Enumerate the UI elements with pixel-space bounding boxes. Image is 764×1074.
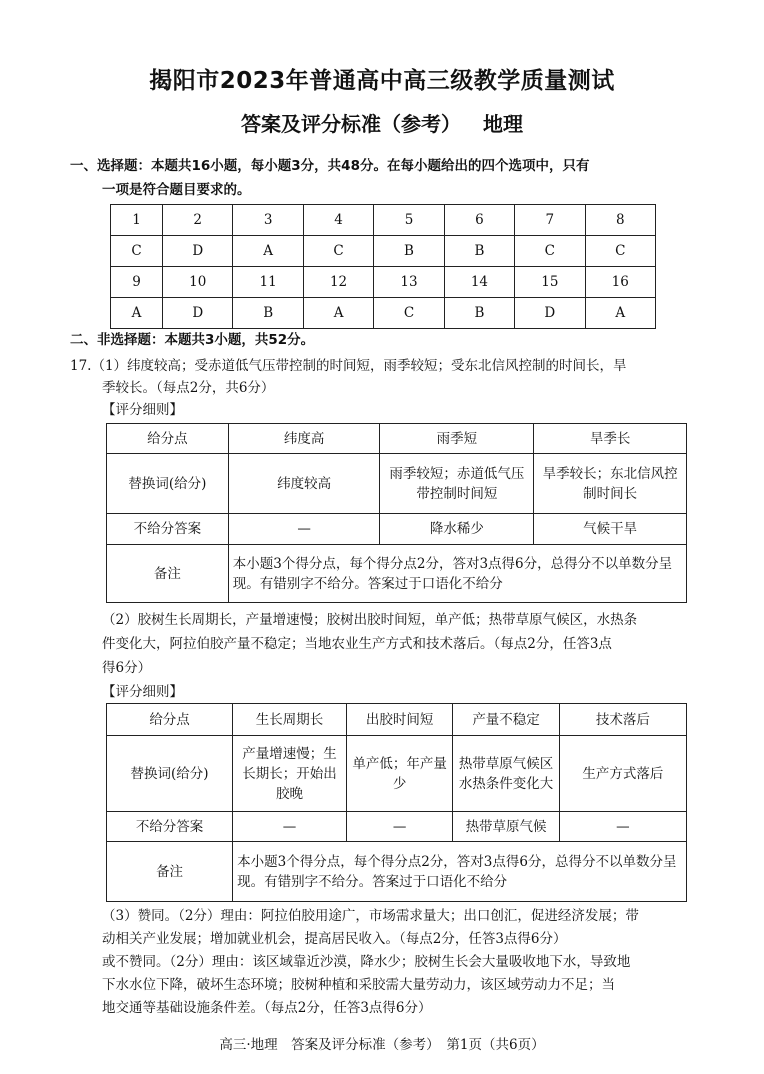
page-footer: 高三·地理 答案及评分标准（参考） 第1页（共6页） <box>219 1037 545 1053</box>
table-cell: 5 <box>374 205 444 236</box>
table-cell: 单产低；年产量少 <box>346 736 452 812</box>
table-row <box>111 236 656 267</box>
table-cell: B <box>444 298 514 329</box>
q17-part1-line1: 17.（1）纬度较高；受赤道低气压带控制的时间短，雨季较短；受东北信风控制的时间长，旱 <box>70 358 627 374</box>
section1-heading-line1: 一、选择题：本题共16小题，每小题3分，共48分。在每小题给出的四个选项中，只有 <box>70 158 590 174</box>
q17-part2-line1: （2）胶树生长周期长，产量增速慢；胶树出胶时间短，单产低；热带草原气候区，水热条 <box>102 612 638 628</box>
table-cell: A <box>233 236 303 267</box>
table-cell: C <box>111 236 163 267</box>
table-cell: B <box>444 236 514 267</box>
table-cell: 3 <box>233 205 303 236</box>
table-cell: 纬度较高 <box>228 454 380 514</box>
table-cell: C <box>585 236 655 267</box>
table-cell: 备注 <box>107 545 229 603</box>
answer-table <box>110 204 656 329</box>
q17-part3-line4: 下水水位下降，破坏生态环境；胶树种植和采胶需大量劳动力，该区域劳动力不足；当 <box>102 977 615 993</box>
q17-part3-line1: （3）赞同。（2分）理由：阿拉伯胶用途广，市场需求量大；出口创汇，促进经济发展；带 <box>102 908 639 924</box>
table-cell: — <box>228 514 380 545</box>
table-cell: 降水稀少 <box>380 514 534 545</box>
table-cell: C <box>515 236 585 267</box>
table-cell: D <box>163 298 233 329</box>
table-row <box>111 298 656 329</box>
table-cell: 12 <box>303 267 373 298</box>
table-cell: 产量不稳定 <box>453 704 559 736</box>
table-cell: 1 <box>111 205 163 236</box>
table-cell: — <box>559 812 686 842</box>
table-cell: 生产方式落后 <box>559 736 686 812</box>
table-cell: A <box>585 298 655 329</box>
rubric-table-1 <box>106 423 687 603</box>
table-cell: 9 <box>111 267 163 298</box>
q17-part3-line5: 地交通等基础设施条件差。（每点2分，任答3点得6分） <box>102 1000 432 1016</box>
table-row <box>107 842 687 902</box>
rubric-table-2 <box>106 703 687 902</box>
table-cell: 产量增速慢；生长期长；开始出胶晚 <box>233 736 347 812</box>
table-cell: C <box>303 236 373 267</box>
table-cell: 技术落后 <box>559 704 686 736</box>
table-cell: 不给分答案 <box>107 514 229 545</box>
table-cell: 16 <box>585 267 655 298</box>
table-cell: 11 <box>233 267 303 298</box>
table-cell: D <box>515 298 585 329</box>
table-cell: 出胶时间短 <box>346 704 452 736</box>
table-cell: — <box>346 812 452 842</box>
table-cell: 纬度高 <box>228 424 380 454</box>
table-cell: 雨季较短；赤道低气压带控制时间短 <box>380 454 534 514</box>
table-cell: A <box>111 298 163 329</box>
table-cell: 10 <box>163 267 233 298</box>
table-cell: C <box>374 298 444 329</box>
note-cell: 本小题3个得分点，每个得分点2分，答对3点得6分，总得分不以单数分呈现。有错别字不给分。答案过于口语化不给分 <box>233 842 687 902</box>
q17-part2-line2: 件变化大，阿拉伯胶产量不稳定；当地农业生产方式和技术落后。（每点2分，任答3点 <box>102 636 612 652</box>
table-cell: B <box>233 298 303 329</box>
table-cell: 生长周期长 <box>233 704 347 736</box>
q17-part3-line3: 或不赞同。（2分）理由：该区域靠近沙漠，降水少；胶树生长会大量吸收地下水，导致地 <box>102 954 631 970</box>
table-cell: 不给分答案 <box>107 812 233 842</box>
table-cell: 13 <box>374 267 444 298</box>
table-cell: 备注 <box>107 842 233 902</box>
table-cell: 旱季较长；东北信风控制时间长 <box>534 454 687 514</box>
q17-part1-line2: 季较长。（每点2分，共6分） <box>102 380 275 396</box>
table-cell: 15 <box>515 267 585 298</box>
table-row <box>107 736 687 812</box>
table-cell: 6 <box>444 205 514 236</box>
table-cell: 8 <box>585 205 655 236</box>
table-row <box>107 545 687 603</box>
rubric-label: 【评分细则】 <box>102 402 183 418</box>
q17-part2-line3: 得6分） <box>102 660 152 676</box>
subtitle-main: 答案及评分标准（参考） <box>241 112 461 136</box>
subtitle-subject: 地理 <box>483 112 523 136</box>
q17-part3-line2: 动相关产业发展；增加就业机会，提高居民收入。（每点2分，任答3点得6分） <box>102 931 567 947</box>
table-row <box>111 267 656 298</box>
table-cell: A <box>303 298 373 329</box>
page-title: 揭阳市2023年普通高中高三级教学质量测试 <box>149 68 615 94</box>
table-row <box>107 454 687 514</box>
table-cell: 7 <box>515 205 585 236</box>
table-row <box>111 205 656 236</box>
table-cell: 替换词(给分) <box>107 736 233 812</box>
table-cell: 14 <box>444 267 514 298</box>
table-row <box>107 812 687 842</box>
table-cell: 热带草原气候 <box>453 812 559 842</box>
table-cell: 4 <box>303 205 373 236</box>
table-row <box>107 514 687 545</box>
rubric-label-2: 【评分细则】 <box>102 684 183 700</box>
table-cell: B <box>374 236 444 267</box>
table-cell: D <box>163 236 233 267</box>
note-cell: 本小题3个得分点，每个得分点2分，答对3点得6分，总得分不以单数分呈现。有错别字不给分。答案过于口语化不给分 <box>228 545 686 603</box>
table-cell: 旱季长 <box>534 424 687 454</box>
page-subtitle <box>0 108 764 137</box>
table-cell: 气候干旱 <box>534 514 687 545</box>
table-row <box>107 424 687 454</box>
table-cell: 给分点 <box>107 424 229 454</box>
section2-heading: 二、非选择题：本题共3小题，共52分。 <box>70 332 315 348</box>
table-cell: 雨季短 <box>380 424 534 454</box>
table-cell: 热带草原气候区水热条件变化大 <box>453 736 559 812</box>
table-cell: 替换词(给分) <box>107 454 229 514</box>
table-row <box>107 704 687 736</box>
table-cell: — <box>233 812 347 842</box>
table-cell: 2 <box>163 205 233 236</box>
section1-heading-line2: 一项是符合题目要求的。 <box>102 182 251 198</box>
table-cell: 给分点 <box>107 704 233 736</box>
